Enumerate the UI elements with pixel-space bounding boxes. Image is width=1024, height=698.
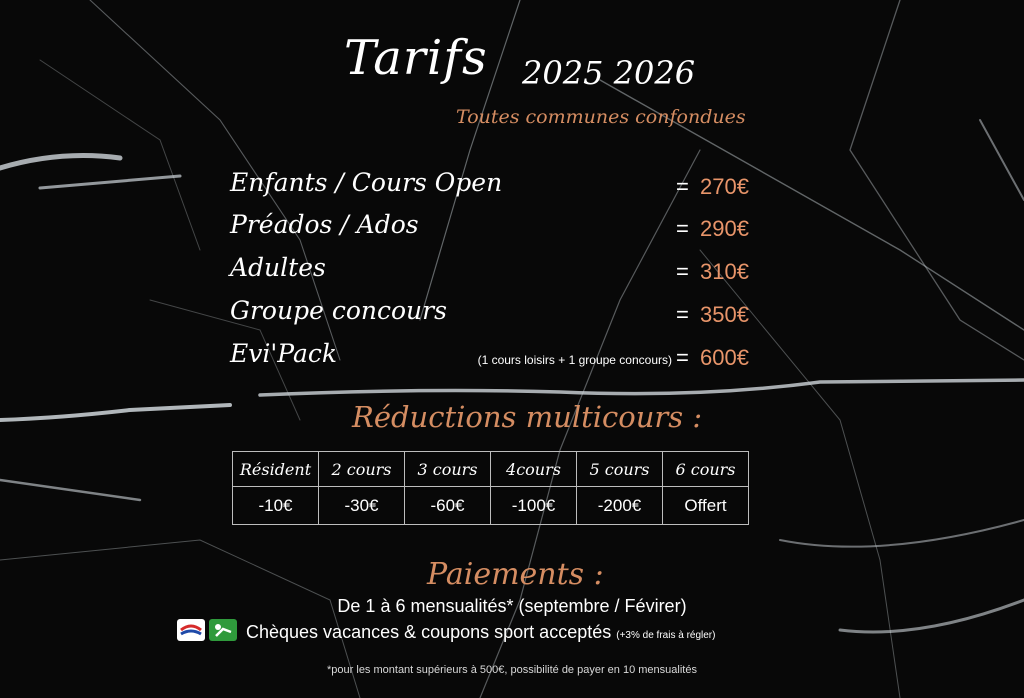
payments-accepted (246, 622, 715, 643)
price-label: Préados / Ados (230, 210, 419, 239)
ancv-logo-icon (177, 619, 205, 641)
table-header-cell: 4cours (491, 452, 577, 487)
page-title: Tarifs (344, 30, 488, 86)
price-label: Groupe concours (230, 296, 447, 325)
table-cell: -10€ (233, 487, 319, 525)
price-row-evi-pack (230, 339, 760, 375)
price-label: Enfants / Cours Open (230, 168, 503, 197)
season-years: 2025 2026 (522, 54, 696, 92)
accepted-methods-text: Chèques vacances & coupons sport acceptés (246, 622, 612, 642)
price-value: 600€ (700, 345, 749, 370)
price-row-enfants (230, 168, 760, 204)
reductions-title: Réductions multicours : (352, 400, 703, 434)
table-cell: -30€ (319, 487, 405, 525)
price-value: 310€ (700, 259, 749, 284)
table-row (233, 487, 749, 525)
table-header-cell: 6 cours (663, 452, 749, 487)
price-row-preados (230, 210, 760, 246)
table-header-cell: 5 cours (577, 452, 663, 487)
price-value: 350€ (700, 302, 749, 327)
table-cell: -200€ (577, 487, 663, 525)
price-note: (1 cours loisirs + 1 groupe concours) (477, 353, 672, 367)
table-header-cell: Résident (233, 452, 319, 487)
fees-note: (+3% de frais à régler) (616, 630, 716, 641)
price-value: 270€ (700, 174, 749, 199)
equals-sign: = (676, 174, 689, 199)
table-header-cell: 2 cours (319, 452, 405, 487)
price-value: 290€ (700, 216, 749, 241)
table-row (233, 452, 749, 487)
footnote: *pour les montant supérieurs à 500€, possibilité de payer en 10 mensualités (327, 664, 697, 676)
equals-sign: = (676, 216, 689, 241)
table-cell: Offert (663, 487, 749, 525)
equals-sign: = (676, 302, 689, 327)
price-label: Evi'Pack (230, 339, 337, 368)
price-label: Adultes (230, 253, 326, 282)
reductions-table (232, 451, 749, 525)
subtitle: Toutes communes confondues (456, 106, 746, 128)
payments-title: Paiements : (427, 557, 604, 592)
price-row-groupe-concours (230, 296, 760, 332)
payment-logos (176, 616, 238, 644)
coupon-sport-logo-icon (209, 619, 237, 641)
price-row-adultes (230, 253, 760, 289)
table-header-cell: 3 cours (405, 452, 491, 487)
payments-installments: De 1 à 6 mensualités* (septembre / Févirer) (337, 596, 687, 616)
equals-sign: = (676, 345, 689, 370)
table-cell: -100€ (491, 487, 577, 525)
table-cell: -60€ (405, 487, 491, 525)
equals-sign: = (676, 259, 689, 284)
